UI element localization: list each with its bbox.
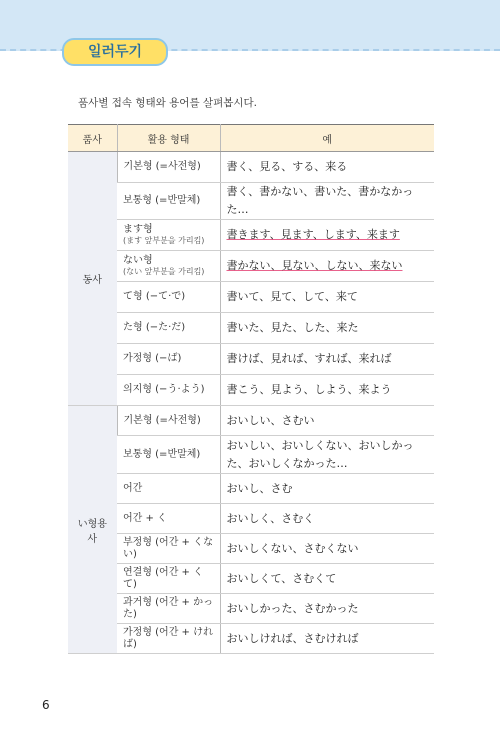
- table-row: [68, 152, 434, 183]
- pos-i-adjective: い형용사: [68, 406, 117, 654]
- form-cell: 과거형 (어간 + かった): [117, 594, 220, 624]
- example-cell: おいしかった、さむかった: [220, 594, 434, 624]
- form-cell: て형 (−て·で): [117, 282, 220, 313]
- header-pos: 품사: [68, 125, 117, 152]
- form-label: ます형: [123, 224, 153, 236]
- form-cell: 가정형 (어간 + ければ): [117, 624, 220, 654]
- form-cell: 가정형 (−ば): [117, 344, 220, 375]
- form-note: (ない 앞부분을 가리킴): [123, 267, 205, 277]
- example-cell: おいしければ、さむければ: [220, 624, 434, 654]
- section-badge: 일러두기: [62, 38, 168, 66]
- example-cell: 書く、書かない、書いた、書かなかった…: [220, 183, 434, 220]
- form-note: (ます 앞부분을 가리킴): [123, 236, 205, 246]
- form-cell: 기본형 (=사전형): [117, 406, 220, 436]
- form-cell: 보통형 (=반말체): [117, 183, 220, 220]
- example-cell: 書こう、見よう、しよう、来よう: [220, 375, 434, 406]
- form-cell: 기본형 (=사전형): [117, 152, 220, 183]
- table-row: [68, 594, 434, 624]
- form-label: ない형: [123, 255, 153, 267]
- table-row: [68, 375, 434, 406]
- table-header-row: [68, 125, 434, 152]
- table-row: [68, 344, 434, 375]
- table-row: [68, 251, 434, 282]
- example-cell: 書かない、見ない、しない、来ない: [220, 251, 434, 282]
- table-row: [68, 406, 434, 436]
- form-cell: 의지형 (−う·よう): [117, 375, 220, 406]
- example-cell: おいしい、さむい: [220, 406, 434, 436]
- table-row: [68, 282, 434, 313]
- example-cell: 書きます、見ます、します、来ます: [220, 220, 434, 251]
- header-form: 활용 형태: [117, 125, 220, 152]
- form-cell: た형 (−た·だ): [117, 313, 220, 344]
- pos-verb: 동사: [68, 152, 117, 406]
- form-cell: 보통형 (=반말체): [117, 436, 220, 474]
- example-cell: おいしい、おいしくない、おいしかった、おいしくなかった…: [220, 436, 434, 474]
- table-row: [68, 313, 434, 344]
- example-cell: 書けば、見れば、すれば、来れば: [220, 344, 434, 375]
- table-row: [68, 436, 434, 474]
- form-cell: 부정형 (어간 + くない): [117, 534, 220, 564]
- table-row: [68, 624, 434, 654]
- example-cell: 書いて、見て、して、来て: [220, 282, 434, 313]
- conjugation-table: [68, 124, 434, 654]
- example-cell: おいしくない、さむくない: [220, 534, 434, 564]
- form-cell: 어간 + く: [117, 504, 220, 534]
- page-number: 6: [42, 698, 50, 712]
- example-cell: 書く、見る、する、来る: [220, 152, 434, 183]
- table-row: [68, 534, 434, 564]
- form-cell: 연결형 (어간 + くて): [117, 564, 220, 594]
- example-cell: おいしく、さむく: [220, 504, 434, 534]
- table-row: [68, 183, 434, 220]
- table-row: [68, 564, 434, 594]
- example-cell: おいしくて、さむくて: [220, 564, 434, 594]
- form-cell: [117, 251, 220, 282]
- intro-text: 품사별 접속 형태와 용어를 살펴봅시다.: [78, 97, 257, 109]
- form-cell: [117, 220, 220, 251]
- table-row: [68, 474, 434, 504]
- example-cell: おいし、さむ: [220, 474, 434, 504]
- header-example: 예: [220, 125, 434, 152]
- example-cell: 書いた、見た、した、来た: [220, 313, 434, 344]
- table-row: [68, 220, 434, 251]
- table-row: [68, 504, 434, 534]
- form-cell: 어간: [117, 474, 220, 504]
